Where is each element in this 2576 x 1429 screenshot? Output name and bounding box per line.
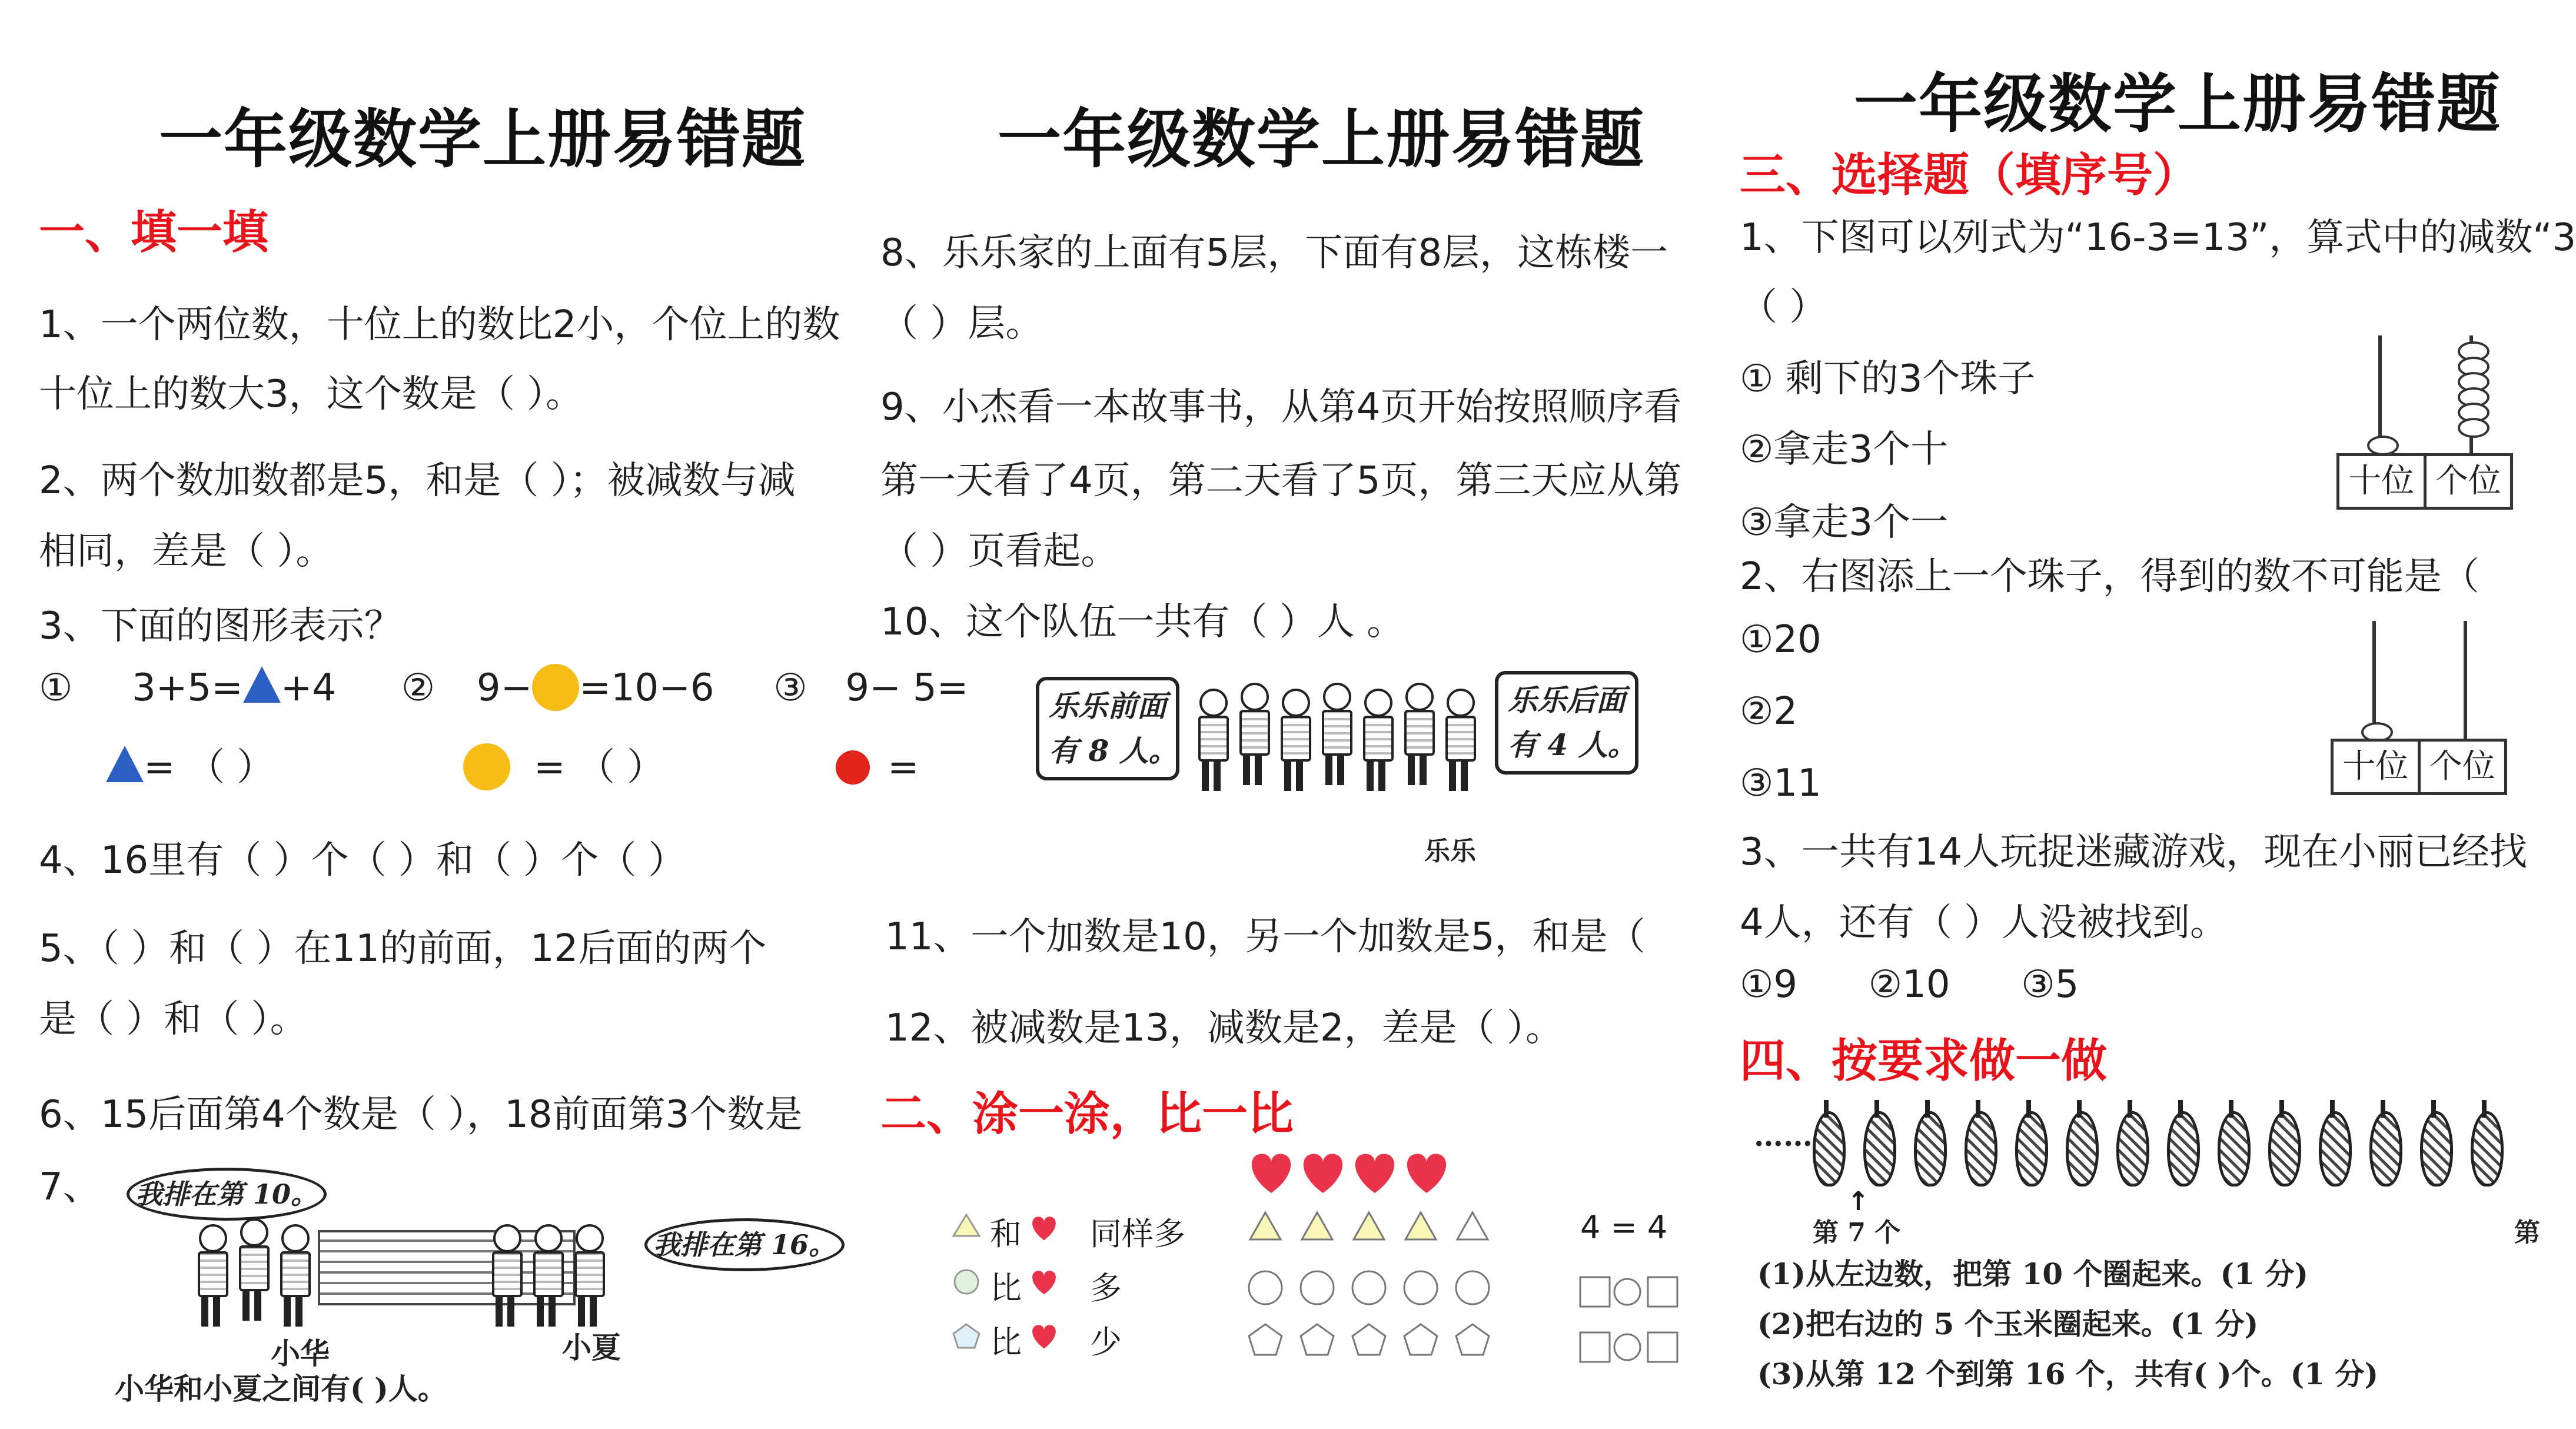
heart-icon: [1355, 1154, 1394, 1193]
child-figure: [1236, 683, 1271, 789]
corn-row: [1754, 1095, 2541, 1248]
corn-icon: [2116, 1111, 2149, 1187]
speech-bubble-right: 我排在第 16。: [644, 1218, 845, 1271]
child-figure: [1277, 689, 1312, 795]
worksheet-page-2: [859, 0, 1707, 1429]
bead: [2367, 436, 2399, 456]
answer-circle: = （ ）: [534, 746, 665, 789]
hearts-row: [1248, 1151, 1495, 1198]
corn-icon: [2218, 1111, 2251, 1187]
label-lele: 乐乐: [1424, 836, 1476, 866]
blue-triangle-icon: [106, 746, 144, 782]
question-8-line-2: （ ）层。: [880, 302, 1043, 345]
corn-icon: [1813, 1111, 1846, 1187]
corn-icon: [1965, 1111, 1997, 1187]
speech-bubble-left: 我排在第 10。: [127, 1168, 327, 1221]
section-heading-multiple-choice: 三、选择题（填序号）: [1740, 149, 2199, 202]
abacus-1: [2336, 330, 2513, 506]
abacus-place-labels: [2336, 453, 2513, 510]
task-2: (2)把右边的 5 个玉米圈起来。(1 分): [1757, 1307, 2259, 1341]
question-6: 6、15后面第4个数是（ ），18前面第3个数是: [39, 1093, 803, 1136]
triangle-icon: [1354, 1212, 1384, 1239]
circle-icon: [1456, 1271, 1489, 1304]
question-10: 10、这个队伍一共有（ ）人 。: [880, 600, 1405, 644]
pentagon-icon: [953, 1324, 979, 1348]
option-1-equation-right: +4: [280, 666, 337, 710]
pentagon-icon: [1301, 1324, 1334, 1355]
blue-triangle-icon: [243, 666, 281, 703]
corn-icon: [1863, 1111, 1896, 1187]
section-heading-tasks: 四、按要求做一做: [1740, 1035, 2108, 1088]
sign-front-line-2: 有 8 人。: [1049, 733, 1178, 768]
question-1-line-2: 十位上的数大3，这个数是（ ）。: [39, 373, 584, 416]
corn-icon: [2015, 1111, 2048, 1187]
question-1-line-1: 1、一个两位数，十位上的数比2小，个位上的数: [39, 303, 840, 347]
line-illustration: [1036, 665, 1637, 871]
question-8-line-1: 8、乐乐家的上面有5层，下面有8层，这栋楼一: [880, 231, 1668, 275]
bead: [2458, 418, 2489, 438]
page-title: 一年级数学上册易错题: [159, 103, 807, 177]
option-2-equation-left: 9−: [476, 666, 533, 710]
worksheet-page-1: [0, 0, 969, 1429]
question-3-options: [39, 664, 968, 711]
pentagon-icon: [1352, 1324, 1385, 1355]
heart-icon: [1032, 1217, 1056, 1240]
question-3-line-1: 3、一共有14人玩捉迷藏游戏，现在小丽已经找: [1740, 830, 2528, 874]
heart-icon: [1407, 1154, 1446, 1193]
question-7-number: 7、: [39, 1165, 101, 1209]
abacus-2: [2331, 621, 2507, 797]
answer-box: [1648, 1277, 1677, 1307]
up-arrow-icon: ↑: [1847, 1187, 1869, 1217]
sign-front-count: [1036, 677, 1179, 780]
corn-icon: [2167, 1111, 2200, 1187]
heart-icon: [1032, 1325, 1056, 1348]
question-2-prompt: 2、右图添上一个珠子，得到的数不可能是（: [1740, 555, 2479, 599]
corn-icon: [2268, 1111, 2301, 1187]
ones-label: 个位: [2424, 456, 2511, 507]
heart-icon: [1304, 1154, 1342, 1193]
yellow-circle-icon: [532, 664, 579, 711]
question-5-line-2: 是（ ）和（ ）。: [39, 998, 308, 1041]
child-figure: [1401, 683, 1436, 789]
child-figure-xiaohua: [277, 1224, 312, 1330]
triangle-icon: [1250, 1212, 1281, 1239]
sign-back-line-2: 有 4 人。: [1508, 727, 1637, 762]
tens-label: 十位: [2348, 462, 2415, 500]
child-figure: [235, 1218, 271, 1324]
sign-back-count: [1495, 671, 1638, 775]
heart-icon: [1032, 1271, 1056, 1294]
queue-illustration: [82, 1154, 847, 1406]
triangle-icon: [953, 1215, 979, 1236]
circle-icon: [1249, 1271, 1282, 1304]
question-3-answer-row: [106, 737, 919, 791]
label-xiaohua: 小华: [271, 1336, 330, 1371]
corn-position-label-right: 第: [2514, 1218, 2540, 1248]
yellow-circle-icon: [463, 743, 510, 790]
question-3-options: [1740, 963, 2079, 1006]
ones-label: 个位: [2418, 742, 2505, 792]
section-heading-fill-in: 一、填一填: [39, 206, 269, 259]
page-title: 一年级数学上册易错题: [1854, 68, 2502, 141]
option-2: ②10: [1868, 963, 1950, 1006]
child-figure: [488, 1224, 524, 1330]
option-3: ③5: [2021, 963, 2079, 1006]
question-4: 4、16里有（ ）个（ ）和（ ）个（ ）: [39, 839, 686, 882]
answer-circle: [1614, 1279, 1640, 1305]
question-3-prompt: 3、下面的图形表示？: [39, 604, 402, 648]
question-2-option-1: ①20: [1740, 618, 1822, 662]
page-title: 一年级数学上册易错题: [998, 103, 1646, 177]
question-2-line-1: 2、两个数加数都是5，和是（ ）；被减数与减: [39, 459, 796, 503]
triangle-icon: [1457, 1212, 1488, 1239]
answer-box: [1580, 1277, 1610, 1307]
row-2-compare: 比: [990, 1270, 1022, 1307]
answer-triangle: = （ ）: [144, 746, 275, 789]
child-figure: [1360, 689, 1395, 795]
task-1: (1)从左边数，把第 10 个圈起来。(1 分): [1757, 1257, 2309, 1291]
task-3: (3)从第 12 个到第 16 个，共有( )个。(1 分): [1757, 1357, 2379, 1391]
label-xiaoxia: 小夏: [562, 1330, 621, 1365]
corn-icon: [2471, 1111, 2504, 1187]
corn-icon: [2420, 1111, 2453, 1187]
circle-icon: [1352, 1271, 1385, 1304]
question-9-line-3: （ ）页看起。: [880, 530, 1119, 573]
leading-dots: ……: [1754, 1118, 1813, 1153]
answer-circle: [1614, 1334, 1640, 1360]
option-1: ①9: [1740, 963, 1798, 1006]
option-1-number: ①: [39, 666, 73, 710]
row-3-less: 少: [1090, 1324, 1122, 1361]
corn-icon: [2066, 1111, 2099, 1187]
circle-icon: [955, 1270, 978, 1294]
question-3-line-2: 4人，还有（ ）人没被找到。: [1740, 901, 2228, 945]
question-1-option-1: ① 剩下的3个珠子: [1740, 357, 2036, 401]
question-1-line-2: （ ）: [1740, 285, 1827, 329]
right-equation: 4 = 4: [1580, 1209, 1668, 1246]
row-1-same: 同样多: [1090, 1215, 1185, 1252]
question-1-option-3: ③拿走3个一: [1740, 501, 1949, 544]
child-figure-lele: [1442, 689, 1477, 795]
sign-back-line-1: 乐乐后面: [1508, 683, 1626, 717]
option-3-number: ③: [773, 666, 807, 710]
answer-apple: =: [888, 746, 919, 789]
section-heading-color-compare: 二、涂一涂，比一比: [880, 1088, 1294, 1141]
row-3-compare: 比: [990, 1324, 1022, 1361]
child-figure: [530, 1224, 565, 1330]
child-figure-xiaoxia: [571, 1224, 606, 1330]
option-2-equation-right: =10−6: [579, 666, 714, 710]
pentagon-icon: [1249, 1324, 1282, 1355]
option-3-equation: 9− 5=: [845, 666, 969, 710]
question-9-line-2: 第一天看了4页，第二天看了5页，第三天应从第: [880, 459, 1682, 503]
corn-icon: [2369, 1111, 2402, 1187]
row-2-more: 多: [1090, 1270, 1122, 1307]
tens-label: 十位: [2342, 747, 2409, 786]
option-1-equation-left: 3+5=: [132, 666, 243, 710]
ones-rod: [2464, 621, 2467, 739]
question-2-line-2: 相同，差是（ ）。: [39, 530, 334, 573]
question-1-option-2: ②拿走3个十: [1740, 428, 1949, 471]
corn-icon: [1914, 1111, 1947, 1187]
question-5-line-1: 5、（ ）和（ ）在11的前面，12后面的两个: [39, 927, 767, 971]
option-2-number: ②: [401, 666, 436, 710]
question-11: 11、一个加数是10，另一个加数是5，和是（: [885, 915, 1646, 959]
question-12: 12、被减数是13，减数是2，差是（ ）。: [885, 1006, 1563, 1050]
sign-front-line-1: 乐乐前面: [1049, 689, 1166, 723]
compare-table: [953, 1209, 1689, 1389]
question-9-line-1: 9、小杰看一本故事书，从第4页开始按照顺序看: [880, 386, 1682, 429]
question-7-prompt: 小华和小夏之间有( )人。: [115, 1371, 447, 1406]
child-figure: [1195, 689, 1230, 795]
pentagon-icon: [1456, 1324, 1489, 1355]
compare-shapes: [953, 1212, 1689, 1389]
answer-box: [1580, 1332, 1610, 1362]
pentagon-icon: [1404, 1324, 1437, 1355]
abacus-place-labels: [2331, 739, 2507, 795]
corn-icon: [2319, 1111, 2352, 1187]
triangle-icon: [1405, 1212, 1436, 1239]
question-2-option-2: ②2: [1740, 690, 1798, 733]
circle-icon: [1404, 1271, 1437, 1304]
child-figure: [1318, 683, 1354, 789]
child-figure: [194, 1224, 230, 1330]
corn-position-label: 第 7 个: [1813, 1218, 1901, 1248]
answer-box: [1648, 1332, 1677, 1362]
tens-rod: [2372, 621, 2376, 739]
question-2-option-3: ③11: [1740, 762, 1822, 805]
row-1-and: 和: [990, 1215, 1022, 1252]
triangle-icon: [1302, 1212, 1332, 1239]
circle-icon: [1301, 1271, 1334, 1304]
worksheet-page-3: [1724, 0, 2576, 1429]
question-1-line-1: 1、下图可以列式为“16-3=13”，算式中的减数“3: [1740, 216, 2576, 260]
heart-icon: [1252, 1154, 1291, 1193]
